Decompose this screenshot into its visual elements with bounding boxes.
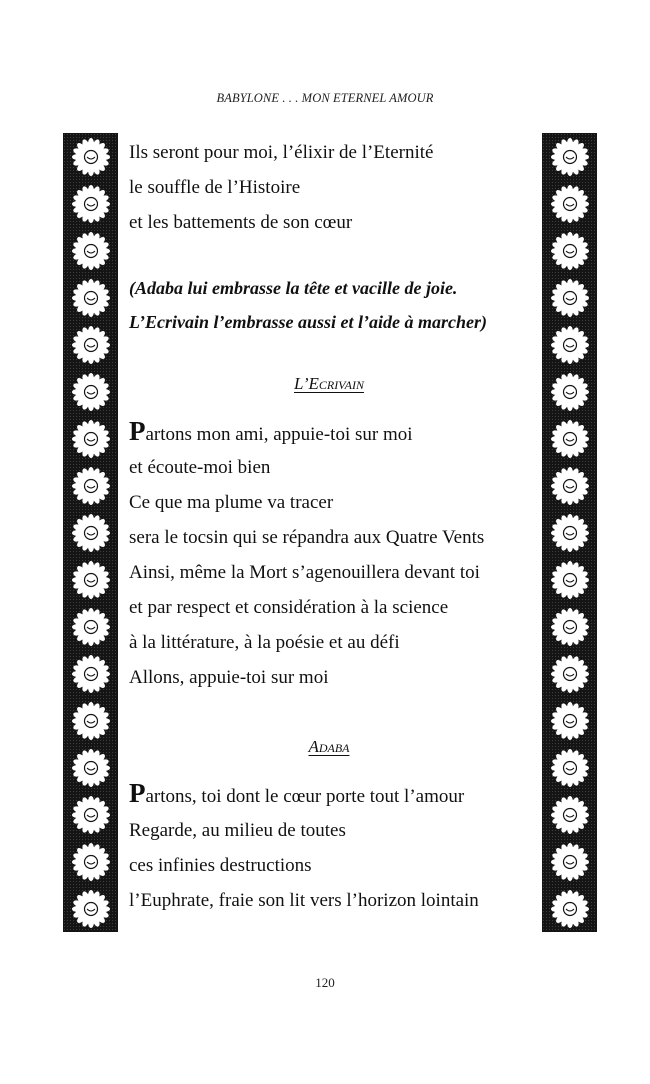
daisy-flower-icon	[547, 227, 593, 274]
daisy-flower-icon	[547, 180, 593, 227]
verse-line-first	[129, 780, 464, 808]
speaker-heading-ecrivain	[129, 374, 529, 394]
verse-line-first	[129, 418, 413, 446]
daisy-flower-icon	[547, 650, 593, 697]
verse-line: l’Euphrate, fraie son lit vers l’horizon lointain	[129, 890, 479, 911]
right-flower-border	[542, 133, 597, 932]
daisy-flower-icon	[68, 180, 114, 227]
running-head: BABYLONE . . . MON ETERNEL AMOUR	[216, 91, 434, 105]
daisy-flower-icon	[547, 274, 593, 321]
speaker-heading-adaba	[129, 737, 529, 757]
daisy-flower-icon	[547, 697, 593, 744]
speaker-name: L’Ecrivain	[294, 374, 364, 393]
stage-direction-line: L’Ecrivain l’embrasse aussi et l’aide à marcher)	[129, 312, 487, 332]
verse-line: à la littérature, à la poésie et au défi	[129, 632, 400, 653]
daisy-flower-icon	[547, 556, 593, 603]
daisy-flower-icon	[547, 415, 593, 462]
verse-line: Regarde, au milieu de toutes	[129, 820, 346, 841]
daisy-flower-icon	[547, 885, 593, 932]
verse-line: ces infinies destructions	[129, 855, 312, 876]
daisy-flower-icon	[68, 509, 114, 556]
verse-line: Ainsi, même la Mort s’agenouillera devant toi	[129, 562, 480, 583]
stage-direction-line: (Adaba lui embrasse la tête et vacille de joie.	[129, 278, 458, 298]
verse-line: le souffle de l’Histoire	[129, 177, 301, 198]
verse-line: et par respect et considération à la science	[129, 597, 449, 618]
verse-line: Ils seront pour moi, l’élixir de l’Eternité	[129, 142, 434, 163]
speaker-name: Adaba	[308, 737, 350, 756]
page-number: 120	[315, 975, 335, 990]
daisy-flower-icon	[68, 744, 114, 791]
verse-line: Allons, appuie-toi sur moi	[129, 667, 329, 688]
daisy-flower-icon	[68, 133, 114, 180]
verse-text: artons mon ami, appuie-toi sur moi	[145, 424, 413, 445]
daisy-flower-icon	[68, 274, 114, 321]
left-flower-border	[63, 133, 118, 932]
drop-cap: P	[129, 416, 146, 446]
daisy-flower-icon	[68, 603, 114, 650]
daisy-flower-icon	[68, 697, 114, 744]
daisy-flower-icon	[68, 791, 114, 838]
verse-line: sera le tocsin qui se répandra aux Quatre Vents	[129, 527, 485, 548]
daisy-flower-icon	[547, 603, 593, 650]
daisy-flower-icon	[68, 462, 114, 509]
daisy-flower-icon	[547, 838, 593, 885]
daisy-flower-icon	[68, 321, 114, 368]
daisy-flower-icon	[68, 838, 114, 885]
daisy-flower-icon	[547, 462, 593, 509]
drop-cap: P	[129, 778, 146, 808]
daisy-flower-icon	[547, 744, 593, 791]
daisy-flower-icon	[547, 509, 593, 556]
daisy-flower-icon	[547, 133, 593, 180]
verse-text: artons, toi dont le cœur porte tout l’amour	[145, 786, 465, 807]
daisy-flower-icon	[68, 227, 114, 274]
daisy-flower-icon	[68, 556, 114, 603]
daisy-flower-icon	[547, 368, 593, 415]
daisy-flower-icon	[68, 885, 114, 932]
daisy-flower-icon	[68, 415, 114, 462]
daisy-flower-icon	[68, 650, 114, 697]
verse-line: et les battements de son cœur	[129, 212, 353, 233]
verse-line: Ce que ma plume va tracer	[129, 492, 334, 513]
daisy-flower-icon	[547, 321, 593, 368]
verse-line: et écoute-moi bien	[129, 457, 271, 478]
daisy-flower-icon	[68, 368, 114, 415]
daisy-flower-icon	[547, 791, 593, 838]
